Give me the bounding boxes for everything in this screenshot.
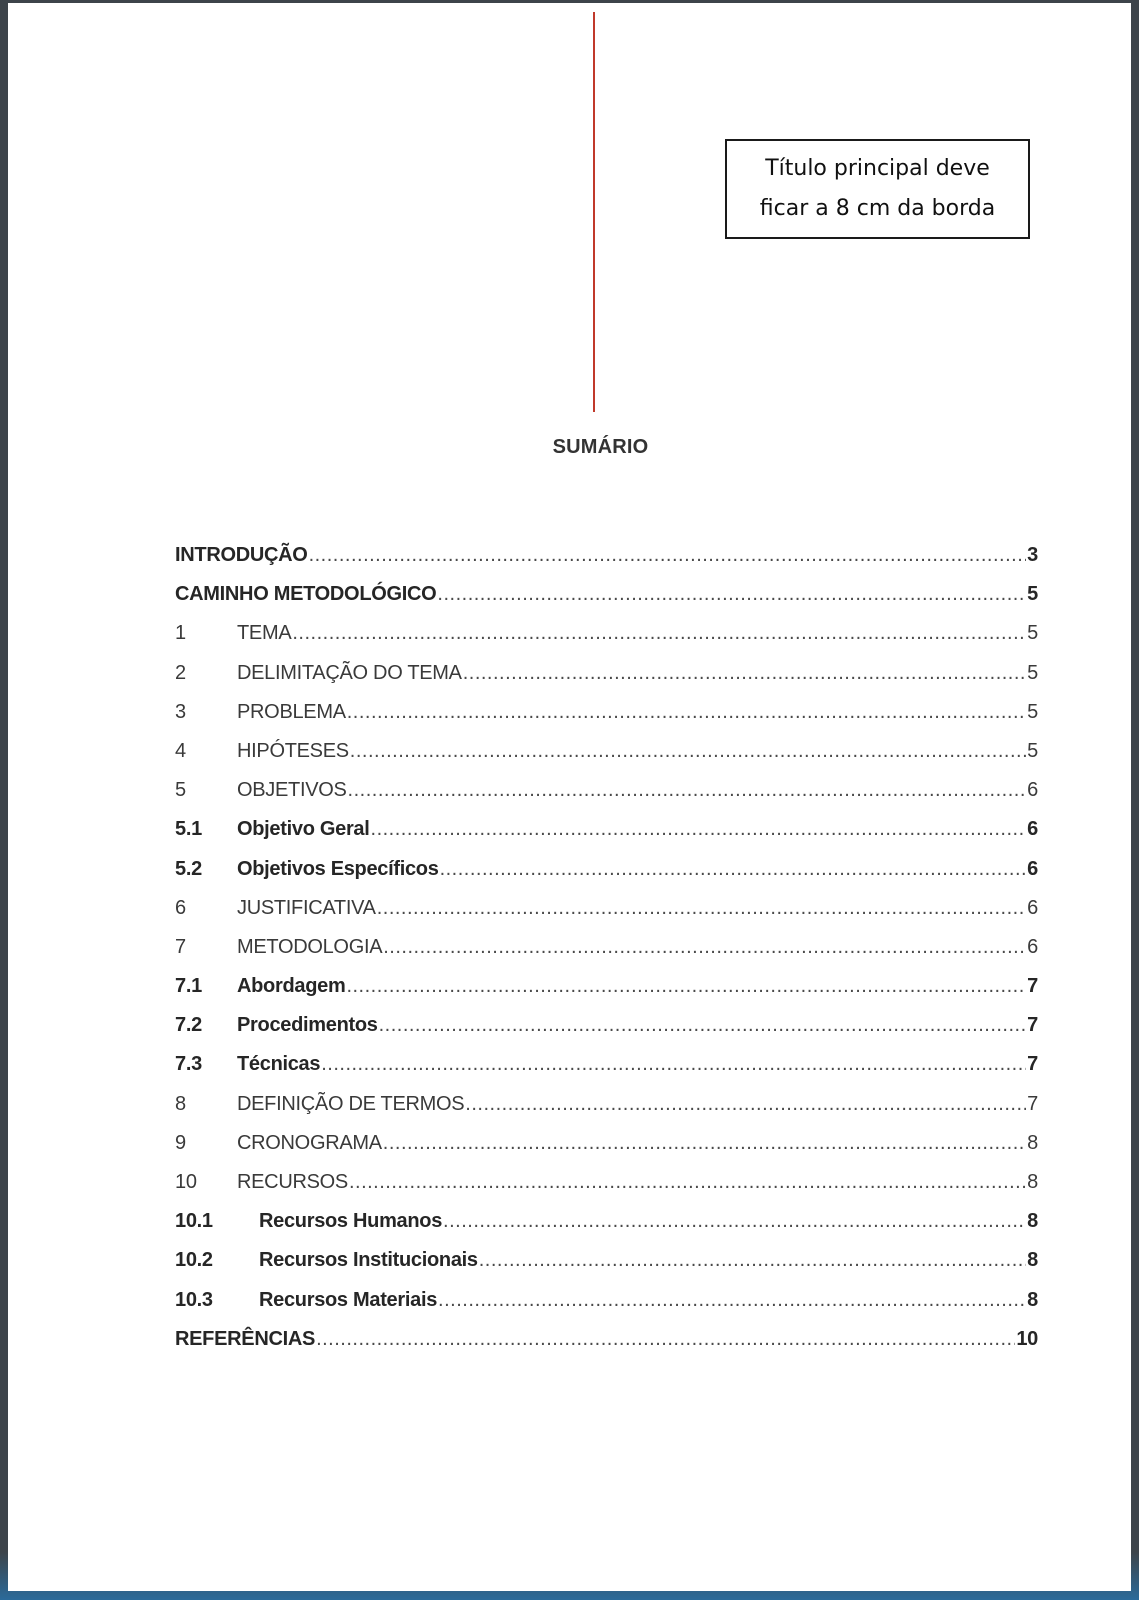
toc-entry-label: HIPÓTESES: [237, 739, 349, 762]
toc-entry[interactable]: [175, 1249, 1038, 1288]
toc-entry-label: PROBLEMA: [237, 700, 346, 723]
toc-entry-number: 8: [175, 1092, 186, 1115]
toc-entry[interactable]: [175, 975, 1038, 1014]
toc-entry[interactable]: [175, 897, 1038, 936]
toc-entry-page: 7: [1027, 1092, 1038, 1115]
toc-entry-page: 5: [1027, 583, 1038, 606]
toc-entry-label: Recursos Materiais: [259, 1288, 438, 1311]
toc-entry-label: CRONOGRAMA: [237, 1131, 382, 1154]
toc-entry-number: 9: [175, 1131, 186, 1154]
toc-entry[interactable]: [175, 779, 1038, 818]
toc-entry-page: 7: [1027, 1014, 1038, 1037]
toc-entry-number: 5.2: [175, 857, 202, 880]
toc-dot-leader: [443, 1210, 1026, 1233]
toc-entry-number: 7.2: [175, 1014, 202, 1037]
toc-entry[interactable]: [175, 1289, 1038, 1328]
toc-entry-label: REFERÊNCIAS: [175, 1327, 316, 1350]
toc-entry[interactable]: [175, 818, 1038, 857]
toc-entry-label: Técnicas: [237, 1053, 321, 1076]
toc-entry[interactable]: [175, 583, 1038, 622]
toc-entry-label: Objetivos Específicos: [237, 857, 439, 880]
toc-entry-label: CAMINHO METODOLÓGICO: [175, 583, 437, 606]
toc-entry-number: 7: [175, 935, 186, 958]
toc-entry[interactable]: [175, 701, 1038, 740]
document-page: [8, 3, 1131, 1591]
toc-dot-leader: [377, 897, 1026, 920]
toc-entry[interactable]: [175, 1132, 1038, 1171]
toc-entry-number: 10.2: [175, 1249, 213, 1272]
toc-entry-label: OBJETIVOS: [237, 779, 347, 802]
toc-entry-page: 8: [1027, 1171, 1038, 1193]
toc-entry[interactable]: [175, 858, 1038, 897]
toc-entry-label: INTRODUÇÃO: [175, 544, 308, 566]
toc-dot-leader: [292, 622, 1026, 645]
toc-dot-leader: [348, 779, 1027, 802]
toc-entry-page: 5: [1027, 739, 1038, 762]
toc-entry-page: 7: [1027, 975, 1038, 998]
toc-entry-label: JUSTIFICATIVA: [237, 896, 376, 919]
toc-entry-page: 3: [1027, 544, 1038, 566]
toc-entry-number: 5.1: [175, 818, 202, 841]
toc-entry-page: 8: [1027, 1210, 1038, 1233]
toc-entry-label: DELIMITAÇÃO DO TEMA: [237, 661, 462, 684]
toc-entry-label: DEFINIÇÃO DE TERMOS: [237, 1092, 465, 1115]
toc-dot-leader: [379, 1014, 1027, 1037]
toc-entry-number: 5: [175, 779, 186, 802]
toc-entry-page: 6: [1027, 896, 1038, 919]
toc-entry[interactable]: [175, 1093, 1038, 1132]
toc-entry[interactable]: [175, 1171, 1038, 1210]
toc-entry[interactable]: [175, 1014, 1038, 1053]
toc-dot-leader: [383, 1132, 1026, 1155]
toc-dot-leader: [346, 975, 1026, 998]
toc-entry[interactable]: [175, 662, 1038, 701]
toc-entry[interactable]: [175, 936, 1038, 975]
toc-dot-leader: [316, 1328, 1015, 1351]
toc-entry[interactable]: [175, 1053, 1038, 1092]
toc-dot-leader: [437, 583, 1026, 606]
toc-entry-page: 6: [1027, 857, 1038, 880]
toc-dot-leader: [479, 1249, 1026, 1272]
annotation-box: [725, 139, 1030, 239]
toc-entry-page: 5: [1027, 700, 1038, 723]
toc-entry-page: 8: [1027, 1131, 1038, 1154]
toc-dot-leader: [463, 662, 1026, 685]
toc-entry-number: 7.1: [175, 975, 202, 998]
toc-entry-number: 2: [175, 661, 186, 684]
toc-entry[interactable]: [175, 544, 1038, 583]
toc-dot-leader: [350, 740, 1026, 763]
toc-entry[interactable]: [175, 740, 1038, 779]
toc-entry-number: 7.3: [175, 1053, 202, 1076]
toc-entry-number: 10.1: [175, 1210, 213, 1233]
toc-entry-page: 6: [1027, 935, 1038, 958]
toc-dot-leader: [309, 544, 1027, 567]
toc-entry-page: 6: [1027, 818, 1038, 841]
toc-entry-label: Procedimentos: [237, 1014, 378, 1037]
annotation-text: Título principal deve ficar a 8 cm da borda: [759, 156, 996, 221]
toc-dot-leader: [438, 1289, 1026, 1312]
table-of-contents: [175, 544, 1038, 1367]
toc-entry-label: RECURSOS: [237, 1171, 348, 1193]
toc-dot-leader: [440, 858, 1027, 881]
toc-entry[interactable]: [175, 1328, 1038, 1367]
toc-entry-label: TEMA: [237, 622, 292, 645]
toc-entry-page: 5: [1027, 622, 1038, 645]
toc-entry-number: 10: [175, 1171, 197, 1193]
toc-dot-leader: [371, 818, 1027, 841]
toc-dot-leader: [383, 936, 1026, 959]
toc-entry-number: 6: [175, 896, 186, 919]
toc-title: SUMÁRIO: [552, 436, 649, 458]
toc-dot-leader: [349, 1171, 1026, 1194]
toc-entry-number: 3: [175, 700, 186, 723]
toc-entry-label: Recursos Humanos: [259, 1210, 443, 1233]
toc-entry[interactable]: [175, 622, 1038, 661]
toc-entry-label: Abordagem: [237, 975, 346, 998]
toc-dot-leader: [347, 701, 1026, 724]
margin-guide-line: [593, 12, 595, 412]
toc-entry-number: 1: [175, 622, 186, 645]
toc-entry-page: 5: [1027, 661, 1038, 684]
toc-entry-page: 6: [1027, 779, 1038, 802]
toc-entry-page: 8: [1027, 1288, 1038, 1311]
toc-entry-label: Objetivo Geral: [237, 818, 370, 841]
toc-entry-number: 4: [175, 739, 186, 762]
toc-entry-label: Recursos Institucionais: [259, 1249, 478, 1272]
toc-dot-leader: [465, 1093, 1026, 1116]
toc-dot-leader: [321, 1053, 1026, 1076]
toc-entry-page: 8: [1027, 1249, 1038, 1272]
toc-entry-page: 10: [1016, 1327, 1038, 1350]
toc-entry-number: 10.3: [175, 1288, 213, 1311]
toc-entry-page: 7: [1027, 1053, 1038, 1076]
toc-entry-label: METODOLOGIA: [237, 935, 383, 958]
toc-entry[interactable]: [175, 1210, 1038, 1249]
